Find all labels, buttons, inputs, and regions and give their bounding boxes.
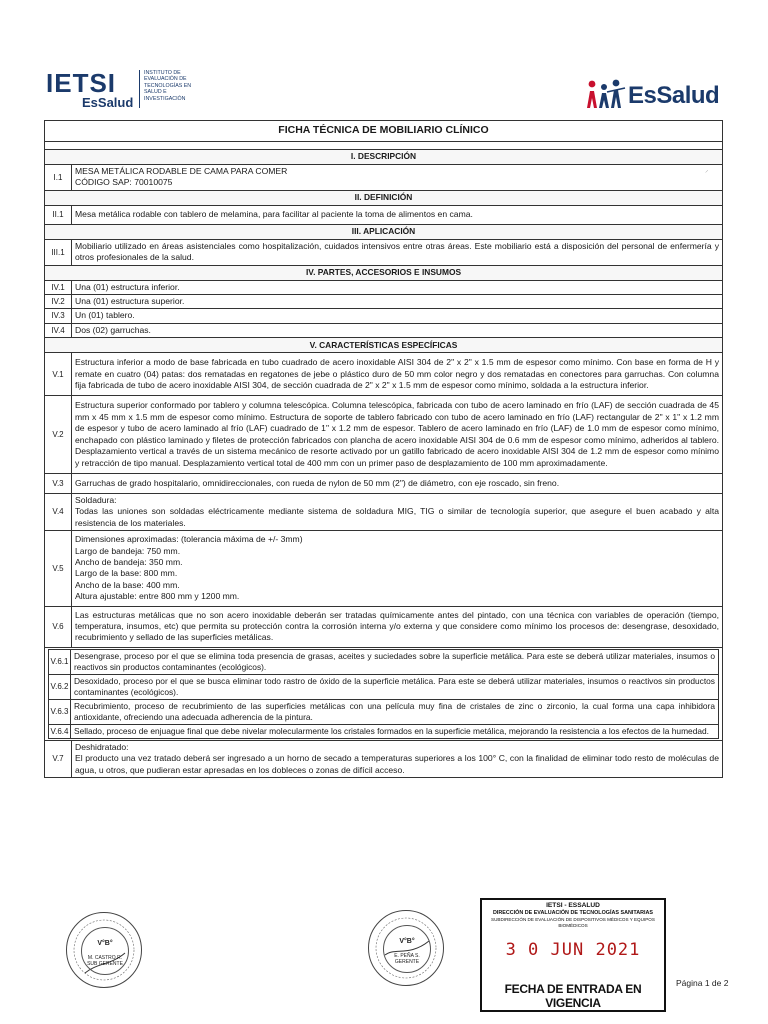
row-content: Sellado, proceso de enjuague final que debe nivelar molecularmente los cristales formados en la superficie metálica, mejorando la resistencia a los efectos de la humedad. <box>71 724 719 738</box>
dehydration-text: El producto una vez tratado deberá ser ingresado a un horno de secado a temperaturas superiores a los 100° C, con la finalidad de eliminar todo resto de moléculas de agua, u otros, que pudieran estar apresadas en los dobleces o zonas de difícil acceso. <box>75 753 719 775</box>
row-number: V.7 <box>45 740 72 777</box>
row-v6-subprocesses <box>45 647 723 740</box>
item-name: MESA METÁLICA RODABLE DE CAMA PARA COMER <box>75 166 288 176</box>
ietsi-logo-line: INSTITUTO DE <box>144 70 181 76</box>
section-parts-header: IV. PARTES, ACCESORIOS E INSUMOS <box>45 265 723 280</box>
stamp-subdirectorate: SUBDIRECCIÓN DE EVALUACIÓN DE DISPOSITIVOS MÉDICOS Y EQUIPOS BIOMÉDICOS <box>491 917 655 928</box>
row-content: Desoxidado, proceso por el que se busca eliminar todo rastro de óxido de la superficie metálica. Para este se deberá utilizar materiales, insumos o reactivos sin productos contaminantes (ecológicos). <box>71 674 719 699</box>
dimension-line: Largo de la base: 800 mm. <box>75 568 178 579</box>
row-content: Dos (02) garruchas. <box>72 323 723 337</box>
approval-seal-gerente <box>368 910 444 986</box>
section-application-header: III. APLICACIÓN <box>45 224 723 239</box>
row-v7 <box>45 740 723 777</box>
seal-signatory <box>82 955 128 967</box>
row-number: V.6.2 <box>49 674 71 699</box>
row-v5 <box>45 531 723 606</box>
row-number: V.1 <box>45 353 72 396</box>
dimension-line: Ancho de bandeja: 350 mm. <box>75 556 183 567</box>
seal-signatory-name: E. PEÑA S. <box>394 953 420 959</box>
row-number: V.6.1 <box>49 649 71 674</box>
effective-date-stamp <box>480 898 666 1012</box>
row-number: V.2 <box>45 396 72 473</box>
stamp-footer: FECHA DE ENTRADA EN VIGENCIA <box>504 982 642 1010</box>
row-v6 <box>45 606 723 647</box>
ietsi-logo <box>46 68 216 112</box>
subprocess-container <box>45 647 723 740</box>
welding-title: Soldadura: <box>75 494 117 505</box>
ietsi-logo-line: SALUD E <box>144 89 167 96</box>
row-v62 <box>49 674 719 699</box>
row-i1 <box>45 165 723 191</box>
seal-inner <box>81 927 129 975</box>
seal-vb: V°B° <box>399 938 415 945</box>
dimension-line: Altura ajustable: entre 800 mm y 1200 mm. <box>75 591 240 602</box>
ietsi-logo-line: INVESTIGACIÓN <box>144 95 186 102</box>
spacer-row <box>45 142 723 150</box>
section-definition-header: II. DEFINICIÓN <box>45 190 723 205</box>
row-ii1 <box>45 205 723 224</box>
stamp-header: IETSI - ESSALUD <box>546 902 600 909</box>
ietsi-logo-divider <box>139 70 140 108</box>
scan-mark: ⸝ <box>705 167 709 174</box>
ietsi-logo-line: EVALUACIÓN DE <box>144 76 187 83</box>
row-content: Estructura superior conformado por tablero y columna telescópica. Columna telescópica, fabricada con tubo de acero laminado en frío (LAF) de sección cuadrada de 45 mm x 45 mm x 1.5 mm de espesor como mínimo. Estructura de soporte de tablero fabricado con tubo de acero laminado en frío (LAF) rectangular de 2" x 1" x 1.2 mm de espesor y tubo de acero laminado al frío (LAF) cuadrado de 1" x 1.2 mm de espesor. Tablero de acero laminado en frío (LAF) de 1.0 mm de espesor como mínimo, enchapado con plástico laminado y filetes de protección fabricados con plancha de acero inoxidable AISI 304 de 0.6 mm de espesor como mínimo, adheridos al tablero. Desplazamiento vertical a través de un sistema mecánico de resorte activado por un gatillo fabricado de acero inoxidable AISI 304 de 1.2 mm de espesor como mínimo y retracción de tipo manual. Desplazamiento vertical total de 400 mm con un primer paso de desplazamiento de 100 mm aproximadamente. <box>72 396 723 473</box>
page-header <box>0 0 768 120</box>
row-iv1 <box>45 280 723 294</box>
sheet-title: FICHA TÉCNICA DE MOBILIARIO CLÍNICO <box>45 121 723 142</box>
row-content: Mesa metálica rodable con tablero de melamina, para facilitar al paciente la toma de alimentos en cama. <box>72 205 723 224</box>
row-number: V.6.3 <box>49 699 71 724</box>
family-figures-icon <box>585 78 627 110</box>
row-content: Las estructuras metálicas que no son acero inoxidable deberán ser tratadas químicamente antes del pintado, con una técnica con variables de operación (tiempo, temperatura, insumos, etc) que permita su protección contra la corrosión interna y/o externa y que considere como mínimo los procesos de: desengrase, desoxidado, recubrimiento y sellado de las superficies metálicas. <box>72 606 723 647</box>
ietsi-logo-word: IETSI <box>46 68 117 98</box>
row-content <box>72 740 723 777</box>
row-number: V.4 <box>45 493 72 530</box>
row-content: Recubrimiento, proceso de recubrimiento de las superficies metálicas con una película muy fina de cristales de zinc o zirconio, la cual forma una capa inhibidora antioxidante, ofreciendo una adecuada adherencia de la pintura. <box>71 699 719 724</box>
row-content: Desengrase, proceso por el que se elimina toda presencia de grasas, aceites y suciedades sobre la superficie metálica. Para este se deberá utilizar materiales, insumos o reactivos sin productos contaminantes (ecológicos). <box>71 649 719 674</box>
row-content: Una (01) estructura inferior. <box>72 280 723 294</box>
row-v3 <box>45 473 723 493</box>
row-content <box>72 531 723 606</box>
ietsi-logo-sub: EsSalud <box>82 95 134 110</box>
technical-sheet-table <box>44 120 723 778</box>
row-number: IV.1 <box>45 280 72 294</box>
row-v1 <box>45 353 723 396</box>
row-content: Una (01) estructura superior. <box>72 295 723 309</box>
approval-seal-subgerente <box>66 912 142 988</box>
row-iv3 <box>45 309 723 323</box>
row-number: V.6.4 <box>49 724 71 738</box>
row-iv4 <box>45 323 723 337</box>
row-number: IV.3 <box>45 309 72 323</box>
page-number: Página 1 de 2 <box>676 978 729 988</box>
seal-vb: V°B° <box>97 940 113 947</box>
row-content <box>72 165 723 191</box>
row-v61 <box>49 649 719 674</box>
row-content: Garruchas de grado hospitalario, omnidireccionales, con rueda de nylon de 50 mm (2") de diámetro, con eje roscado, sin freno. <box>72 473 723 493</box>
row-number: III.1 <box>45 239 72 265</box>
seal-signatory <box>384 953 430 965</box>
essalud-logo-word: EsSalud <box>628 82 720 109</box>
dehydration-title: Deshidratado: <box>75 741 129 752</box>
row-content: Un (01) tablero. <box>72 309 723 323</box>
seal-signatory-name: M. CASTRO R. <box>87 955 123 961</box>
section-specific-characteristics-header: V. CARACTERÍSTICAS ESPECÍFICAS <box>45 338 723 353</box>
stamp-date: 3 0 JUN 2021 <box>505 940 641 960</box>
dimension-line: Largo de bandeja: 750 mm. <box>75 545 181 556</box>
row-iv2 <box>45 295 723 309</box>
row-number: V.3 <box>45 473 72 493</box>
row-content: Estructura inferior a modo de base fabricada en tubo cuadrado de acero inoxidable AISI 304 de 2" x 2" x 1.5 mm de espesor como mínimo. Con base en forma de H y remate en cuatro (04) patas: dos rematadas en regatones de jebe o plástico duro de 50 mm color negro y dos rematadas en conectores para garruchas. Con columna fija fabricada de tubo de acero inoxidable AISI 304, de sección cuadrada de 2" x 2" x 1.5 mm de espesor como mínimo, soldada a la estructura inferior. <box>72 353 723 396</box>
subprocess-table <box>48 649 719 739</box>
row-v63 <box>49 699 719 724</box>
dimension-line: Dimensiones aproximadas: (tolerancia máxima de +/- 3mm) <box>75 534 303 545</box>
row-v4 <box>45 493 723 530</box>
row-v64 <box>49 724 719 738</box>
row-number: IV.2 <box>45 295 72 309</box>
row-number: IV.4 <box>45 323 72 337</box>
essalud-logo <box>585 78 725 112</box>
row-iii1 <box>45 239 723 265</box>
ietsi-logo-line: TECNOLOGÍAS EN <box>144 82 192 89</box>
sap-code: CÓDIGO SAP: 70010075 <box>75 177 173 188</box>
row-number: V.6 <box>45 606 72 647</box>
row-v2 <box>45 396 723 473</box>
row-number: V.5 <box>45 531 72 606</box>
ietsi-logo-text <box>144 70 214 102</box>
seal-inner <box>383 925 431 973</box>
seal-signatory-role: GERENTE <box>394 959 420 965</box>
section-description-header: I. DESCRIPCIÓN <box>45 150 723 165</box>
row-number: II.1 <box>45 205 72 224</box>
row-number: I.1 <box>45 165 72 191</box>
stamp-directorate: DIRECCIÓN DE EVALUACIÓN DE TECNOLOGÍAS SANITARIAS <box>492 910 654 916</box>
row-content <box>72 493 723 530</box>
welding-text: Todas las uniones son soldadas eléctricamente mediante sistema de soldadura MIG, TIG o similar de tecnología superior, que asegure el buen acabado y alta resistencia de los materiales. <box>75 506 719 528</box>
seal-signatory-role: SUB GERENTE <box>87 961 123 967</box>
row-content: Mobiliario utilizado en áreas asistenciales como hospitalización, cuidados intensivos entre otras áreas. Este mobiliario está a disposición del personal de enfermería y otros profesionales de la salud. <box>72 239 723 265</box>
dimension-line: Ancho de la base: 400 mm. <box>75 579 180 590</box>
